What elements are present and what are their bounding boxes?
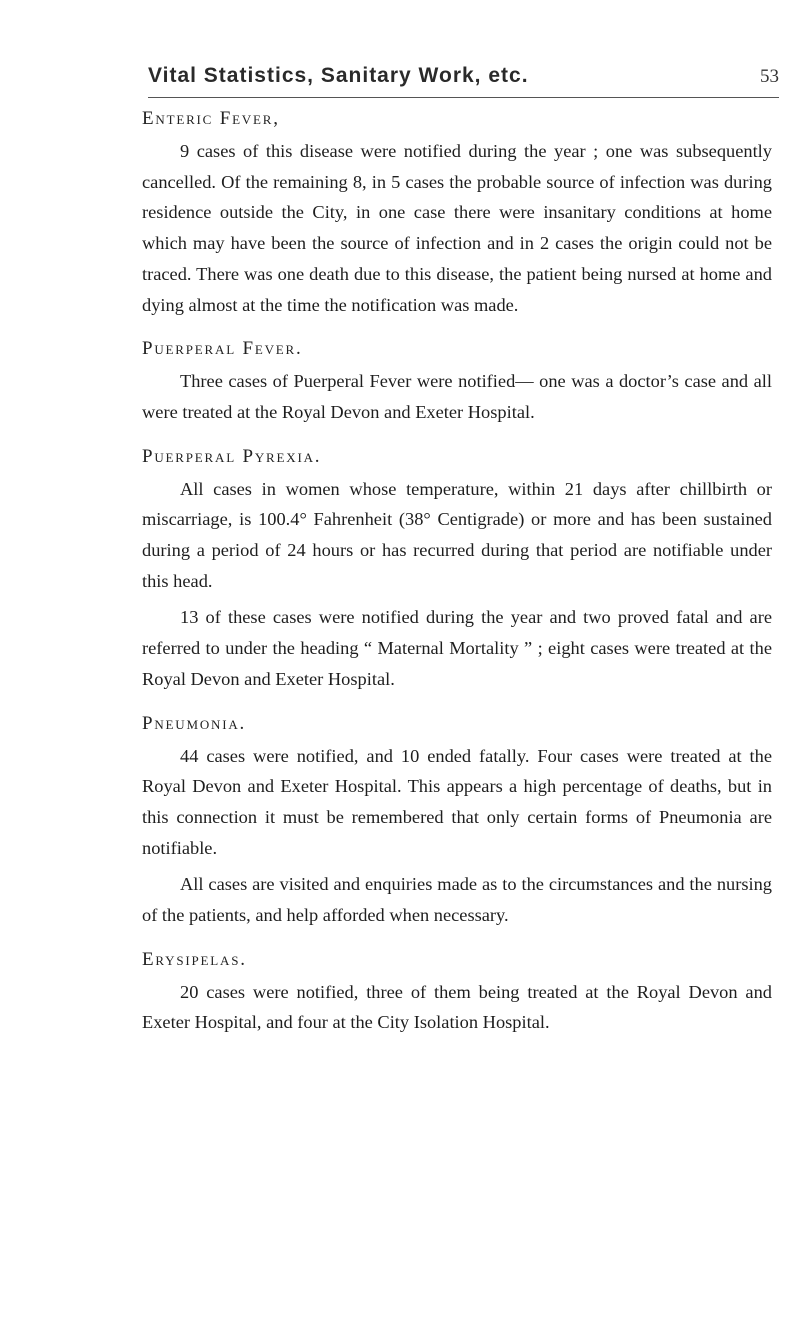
running-header — [0, 64, 801, 98]
section-heading: Enteric Fever, — [142, 108, 280, 129]
section-heading: Erysipelas. — [142, 948, 247, 970]
header-rule — [148, 97, 779, 98]
paragraph: Three cases of Puerperal Fever were notified— one was a doctor’s case and all were treated at the Royal Devon and Exeter Hospital. — [142, 371, 772, 422]
page-number: 53 — [760, 66, 779, 87]
paragraph: 9 cases of this disease were notified during the year ; one was subsequently cancelled. Of the remaining 8, in 5 cases the probable source of infection was during residence outside the City, in one case there were insanitary conditions at home which may have been the source of infection and in 2 cases the origin could not be traced. There was one death due to this disease, the patient being nursed at home and dying almost at the time the notification was made. — [142, 141, 772, 315]
section-enteric-fever — [142, 108, 772, 320]
paragraph: 20 cases were notified, three of them being treated at the Royal Devon and Exeter Hospital, and four at the City Isolation Hospital. — [142, 981, 772, 1033]
paragraph: All cases are visited and enquiries made as to the circumstances and the nursing of the patients, and help afforded when necessary. — [142, 874, 772, 926]
section-erysipelas — [142, 949, 772, 1038]
paragraph: All cases in women whose temperature, within 21 days after chillbirth or miscarriage, is 100.4° Fahrenheit (38° Centigrade) or more and has been sustained during a period of 24 hours or has recurred during that period are notifiable under this head. — [142, 478, 772, 591]
section-pneumonia — [142, 713, 772, 931]
section-heading: Pneumonia. — [142, 712, 247, 734]
body-content — [142, 108, 772, 1056]
section-puerperal-fever — [142, 338, 772, 427]
section-puerperal-pyrexia — [142, 446, 772, 695]
section-heading: Puerperal Fever. — [142, 338, 303, 360]
paragraph: 44 cases were notified, and 10 ended fatally. Four cases were treated at the Royal Devon and Exeter Hospital. This appears a high percentage of deaths, but in this connection it must be remembered that only certain forms of Pneumonia are notifiable. — [142, 745, 772, 858]
section-heading: Puerperal Pyrexia. — [142, 445, 322, 467]
paragraph: 13 of these cases were notified during the year and two proved fatal and are referred to under the heading “ Maternal Mortality ” ; eight cases were treated at the Royal Devon and Exeter Hospital. — [142, 607, 772, 689]
running-title: Vital Statistics, Sanitary Work, etc. — [148, 64, 529, 87]
